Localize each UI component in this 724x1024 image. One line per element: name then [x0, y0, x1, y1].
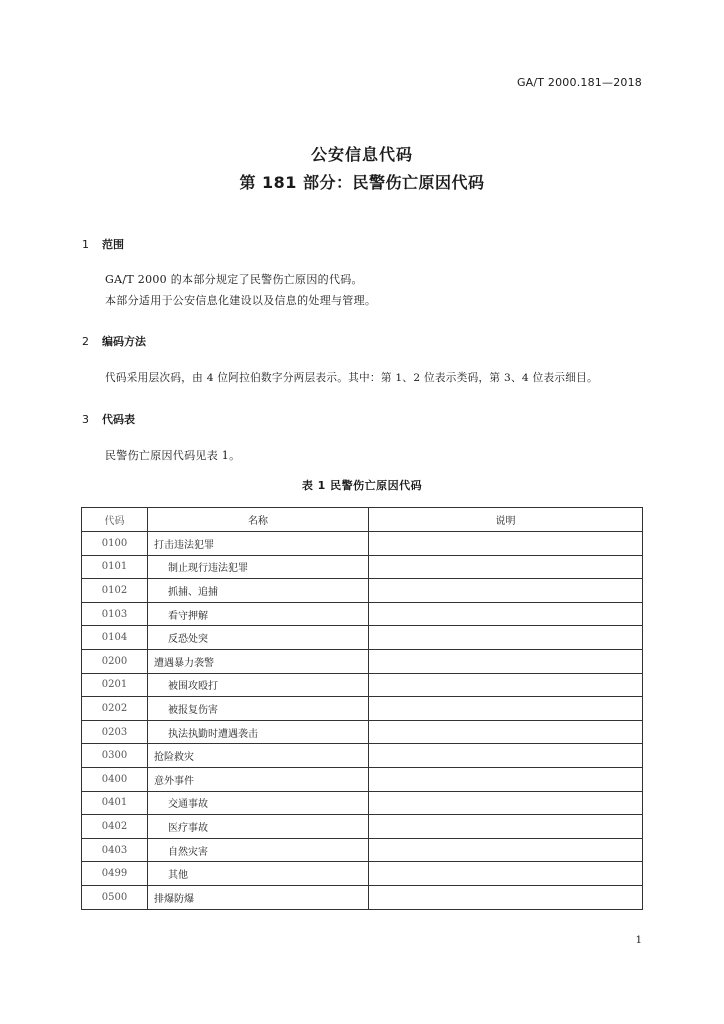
row-code: 0101: [82, 555, 148, 579]
row-code: 0201: [82, 673, 148, 697]
table-row: [82, 555, 643, 579]
row-code: 0202: [82, 697, 148, 721]
row-desc: [369, 791, 643, 815]
row-code: 0104: [82, 626, 148, 650]
table-header-row: [82, 508, 643, 532]
page-number: 1: [635, 935, 642, 946]
table-row: [82, 626, 643, 650]
row-desc: [369, 697, 643, 721]
table-row: [82, 697, 643, 721]
row-desc: [369, 885, 643, 909]
table-row: [82, 673, 643, 697]
row-desc: [369, 602, 643, 626]
paragraph: 代码采用层次码，由 4 位阿拉伯数字分两层表示。其中：第 1、2 位表示类码，第 3、4 位表示细目。: [105, 372, 598, 384]
table-row: [82, 838, 643, 862]
row-name: 其他: [148, 862, 369, 886]
row-name: 意外事件: [148, 767, 369, 791]
row-name: 打击违法犯罪: [148, 532, 369, 556]
row-code: 0203: [82, 720, 148, 744]
paragraph: GA/T 2000 的本部分规定了民警伤亡原因的代码。: [105, 273, 363, 286]
table-row: [82, 602, 643, 626]
table-row: [82, 744, 643, 768]
row-desc: [369, 862, 643, 886]
row-name: 制止现行违法犯罪: [148, 555, 369, 579]
section-title: 编码方法: [102, 335, 146, 348]
standard-code: GA/T 2000.181—2018: [516, 76, 642, 89]
section-heading-coding-method: [82, 333, 146, 349]
row-code: 0403: [82, 838, 148, 862]
header-code: 代码: [82, 508, 148, 532]
document-title: 公安信息代码: [310, 145, 413, 164]
row-desc: [369, 579, 643, 603]
row-code: 0401: [82, 791, 148, 815]
section-heading-scope: [82, 236, 124, 252]
section-number: 2: [82, 335, 89, 348]
table-caption: 表 1 民警伤亡原因代码: [301, 479, 423, 492]
row-code: 0102: [82, 579, 148, 603]
row-name: 被报复伤害: [148, 697, 369, 721]
row-code: 0103: [82, 602, 148, 626]
row-code: 0402: [82, 815, 148, 839]
row-desc: [369, 744, 643, 768]
row-name: 执法执勤时遭遇袭击: [148, 720, 369, 744]
table-row: [82, 815, 643, 839]
row-desc: [369, 555, 643, 579]
row-code: 0500: [82, 885, 148, 909]
row-code: 0499: [82, 862, 148, 886]
row-code: 0400: [82, 767, 148, 791]
code-table: [81, 507, 643, 910]
row-name: 反恐处突: [148, 626, 369, 650]
table-row: [82, 720, 643, 744]
header-desc: 说明: [369, 508, 643, 532]
row-desc: [369, 649, 643, 673]
row-code: 0200: [82, 649, 148, 673]
row-name: 抢险救灾: [148, 744, 369, 768]
row-desc: [369, 673, 643, 697]
document-subtitle: 第 181 部分：民警伤亡原因代码: [239, 173, 485, 192]
header-name: 名称: [148, 508, 369, 532]
section-number: 3: [82, 413, 89, 426]
row-name: 自然灾害: [148, 838, 369, 862]
table-row: [82, 579, 643, 603]
paragraph: 本部分适用于公安信息化建设以及信息的处理与管理。: [105, 294, 377, 307]
table-row: [82, 767, 643, 791]
row-name: 抓捕、追捕: [148, 579, 369, 603]
row-desc: [369, 815, 643, 839]
row-name: 看守押解: [148, 602, 369, 626]
row-name: 遭遇暴力袭警: [148, 649, 369, 673]
row-name: 医疗事故: [148, 815, 369, 839]
section-heading-code-table: [82, 411, 135, 427]
row-code: 0100: [82, 532, 148, 556]
row-desc: [369, 720, 643, 744]
table-row: [82, 885, 643, 909]
row-desc: [369, 626, 643, 650]
table-row: [82, 862, 643, 886]
section-title: 代码表: [102, 413, 135, 426]
paragraph: 民警伤亡原因代码见表 1。: [105, 449, 241, 462]
table-row: [82, 532, 643, 556]
table-row: [82, 649, 643, 673]
table-row: [82, 791, 643, 815]
row-desc: [369, 532, 643, 556]
row-code: 0300: [82, 744, 148, 768]
row-name: 被围攻殴打: [148, 673, 369, 697]
row-desc: [369, 838, 643, 862]
section-number: 1: [82, 238, 89, 251]
row-desc: [369, 767, 643, 791]
row-name: 排爆防爆: [148, 885, 369, 909]
row-name: 交通事故: [148, 791, 369, 815]
section-title: 范围: [102, 238, 124, 251]
